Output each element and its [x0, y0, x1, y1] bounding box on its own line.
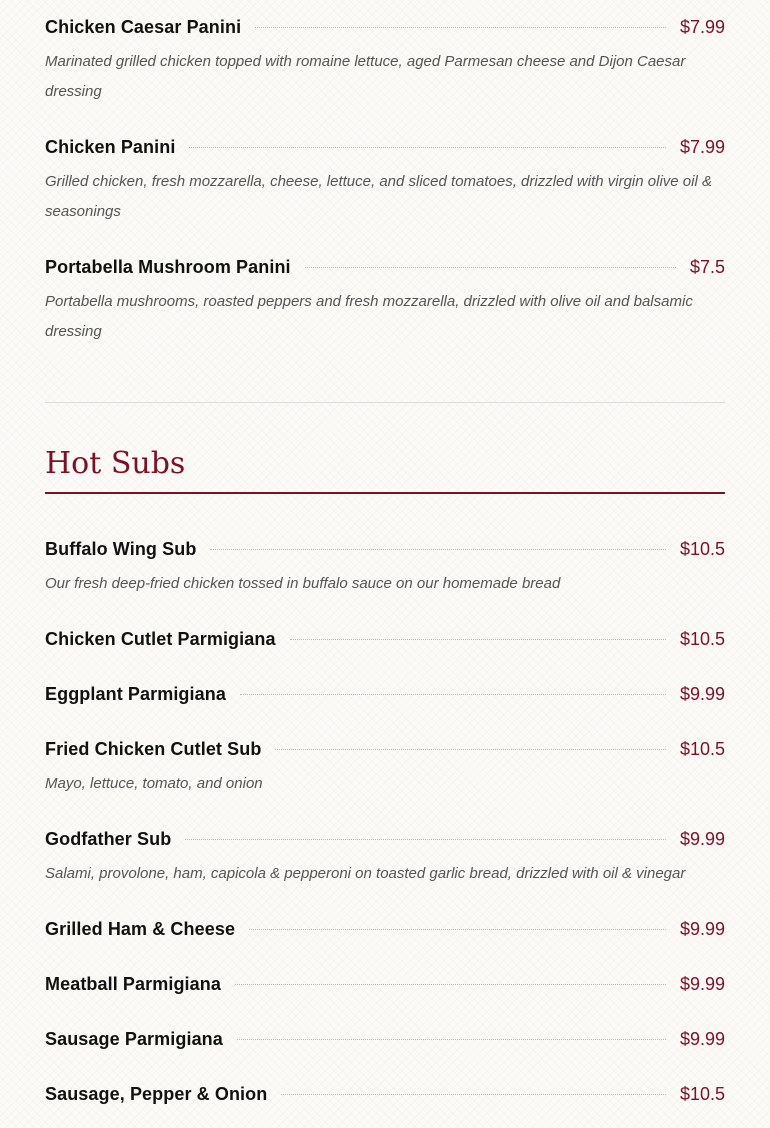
item-price: $10.5	[679, 628, 725, 649]
item-price: $9.99	[679, 1028, 725, 1049]
item-description: Grilled chicken, fresh mozzarella, cheese, lettuce, and sliced tomatoes, drizzled with virgin olive oil & seasonings	[45, 173, 712, 220]
menu-item	[45, 624, 725, 654]
item-price: $9.99	[679, 918, 725, 939]
item-name: Buffalo Wing Sub	[45, 538, 197, 559]
item-name: Chicken Cutlet Parmigiana	[45, 628, 276, 649]
item-price: $7.99	[679, 136, 725, 157]
item-description: Salami, provolone, ham, capicola & pepperoni on toasted garlic bread, drizzled with oil & vinegar	[45, 865, 686, 882]
item-name: Fried Chicken Cutlet Sub	[45, 738, 262, 759]
menu-item	[45, 1024, 725, 1054]
item-description: Portabella mushrooms, roasted peppers and fresh mozzarella, drizzled with olive oil and balsamic dressing	[45, 293, 693, 340]
item-name: Chicken Caesar Panini	[45, 16, 242, 37]
menu-item	[45, 824, 725, 889]
section-divider	[45, 402, 725, 403]
item-name: Portabella Mushroom Panini	[45, 256, 291, 277]
dot-leader	[255, 27, 666, 28]
item-name: Godfather Sub	[45, 828, 172, 849]
section-title-underline	[45, 492, 725, 494]
menu-item	[45, 534, 725, 599]
menu-item	[45, 1079, 725, 1109]
item-description: Marinated grilled chicken topped with romaine lettuce, aged Parmesan cheese and Dijon Caesar dressing	[45, 53, 686, 100]
item-price: $10.5	[679, 538, 725, 559]
dot-leader	[290, 639, 666, 640]
item-price: $7.5	[689, 256, 725, 277]
menu-container	[45, 12, 725, 1109]
dot-leader	[249, 929, 666, 930]
dot-leader	[240, 694, 666, 695]
dot-leader	[235, 984, 666, 985]
item-price: $10.5	[679, 1083, 725, 1104]
dot-leader	[305, 267, 676, 268]
menu-item	[45, 12, 725, 107]
menu-item	[45, 679, 725, 709]
dot-leader	[237, 1039, 666, 1040]
item-name: Eggplant Parmigiana	[45, 683, 226, 704]
menu-item	[45, 132, 725, 227]
item-name: Meatball Parmigiana	[45, 973, 221, 994]
item-name: Sausage Parmigiana	[45, 1028, 223, 1049]
item-price: $9.99	[679, 973, 725, 994]
item-price: $9.99	[679, 683, 725, 704]
menu-item	[45, 734, 725, 799]
item-description: Our fresh deep-fried chicken tossed in buffalo sauce on our homemade bread	[45, 575, 561, 592]
item-name: Grilled Ham & Cheese	[45, 918, 236, 939]
menu-item	[45, 252, 725, 347]
item-price: $7.99	[679, 16, 725, 37]
dot-leader	[210, 549, 666, 550]
section-title: Hot Subs	[45, 446, 186, 481]
menu-item	[45, 914, 725, 944]
dot-leader	[185, 839, 666, 840]
dot-leader	[189, 147, 666, 148]
item-description: Mayo, lettuce, tomato, and onion	[45, 775, 263, 792]
item-name: Chicken Panini	[45, 136, 176, 157]
dot-leader	[275, 749, 666, 750]
menu-item	[45, 969, 725, 999]
item-name: Sausage, Pepper & Onion	[45, 1083, 268, 1104]
dot-leader	[281, 1094, 666, 1095]
item-price: $10.5	[679, 738, 725, 759]
item-price: $9.99	[679, 828, 725, 849]
